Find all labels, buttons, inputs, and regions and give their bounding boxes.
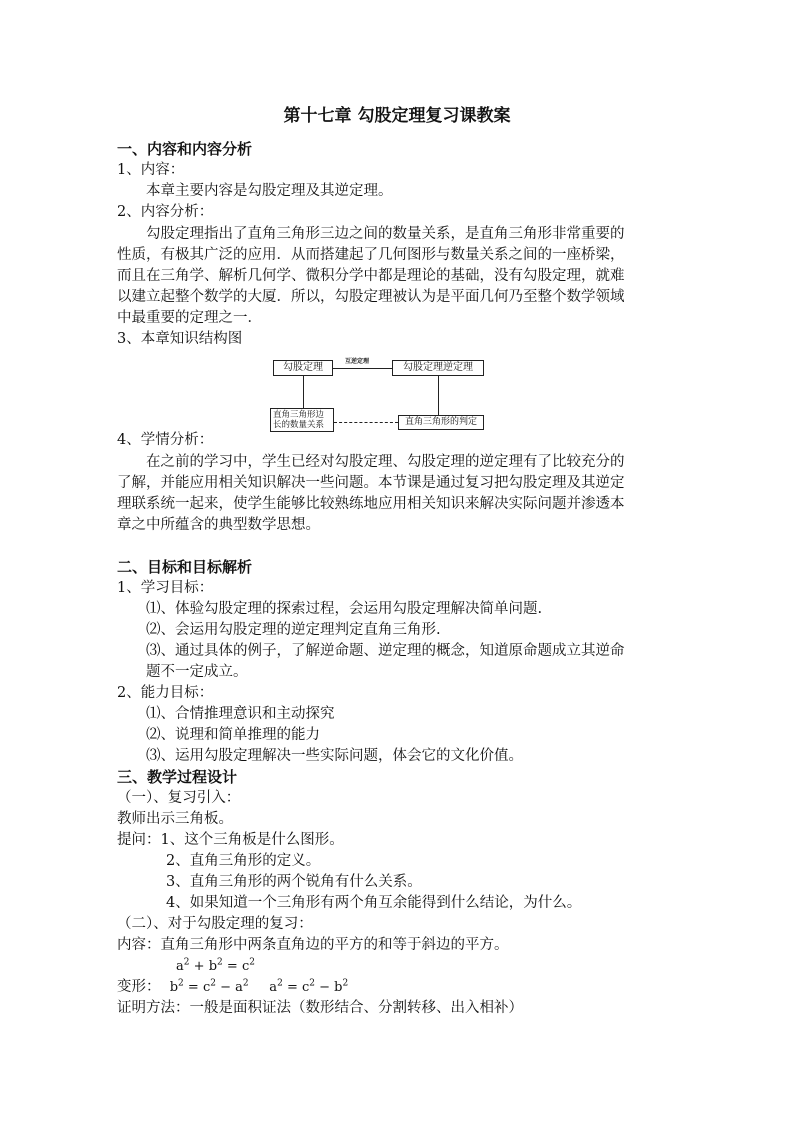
paragraph-line: 教师出示三角板。 — [117, 811, 233, 827]
section-heading-1: 一、内容和内容分析 — [117, 140, 253, 158]
diagram-box-side-relation: 直角三角形边长的数量关系 — [270, 408, 334, 432]
diagram-box-right-triangle-test: 直角三角形的判定 — [398, 415, 484, 430]
subheading-goals: 1、学习目标： — [117, 580, 214, 596]
section-heading-3: 三、教学过程设计 — [117, 768, 238, 786]
diagram-connector — [333, 368, 392, 369]
diagram-dashed-connector — [334, 422, 398, 423]
paragraph-line: 而且在三角学、解析几何学、微积分学中都是理论的基础，没有勾股定理，就难 — [117, 268, 625, 284]
paragraph-line: 内容：直角三角形中两条直角边的平方的和等于斜边的平方。 — [117, 937, 509, 953]
question-line: 4、如果知道一个三角形有两个角互余能得到什么结论，为什么。 — [166, 895, 582, 911]
list-item: ⑵、会运用勾股定理的逆定理判定直角三角形. — [146, 622, 441, 638]
subheading-structure: 3、本章知识结构图 — [117, 331, 243, 347]
paragraph-line: 以建立起整个数学的大厦．所以，勾股定理被认为是平面几何乃至整个数学领域 — [117, 289, 625, 305]
question-line: 提问：1、这个三角板是什么图形。 — [117, 832, 344, 848]
paragraph-line: 证明方法：一般是面积证法（数形结合、分割转移、出入相补） — [117, 1000, 523, 1016]
formula-pythagorean: $a^2 + b^2 = c^2$ — [176, 957, 255, 974]
list-item: ⑶、通过具体的例子，了解逆命题、逆定理的概念，知道原命题成立其逆命 — [146, 643, 625, 659]
subheading-ability: 2、能力目标： — [117, 685, 214, 701]
paragraph-line: 在之前的学习中，学生已经对勾股定理、勾股定理的逆定理有了比较充分的 — [146, 454, 625, 470]
list-item: ⑴、合情推理意识和主动探究 — [146, 706, 335, 722]
diagram-connector-label: 互逆定理 — [345, 358, 370, 365]
section-heading-2: 二、目标和目标解析 — [117, 558, 253, 576]
list-item: ⑶、运用勾股定理解决一些实际问题，体会它的文化价值。 — [146, 748, 523, 764]
subheading-content: 1、内容： — [117, 162, 185, 178]
paragraph-line: 中最重要的定理之一． — [117, 310, 262, 326]
formula-variants: 变形： $b^2 = c^2 - a^2$ $a^2 = c^2 - b^2$ — [117, 978, 349, 995]
paragraph-line: 性质，有极其广泛的应用．从而搭建起了几何图形与数量关系之间的一座桥梁， — [117, 247, 625, 263]
diagram-connector — [303, 376, 304, 408]
knowledge-structure-diagram — [268, 354, 488, 436]
question-line: 2、直角三角形的定义。 — [166, 853, 321, 869]
paragraph-line: 章之中所蕴含的典型数学思想。 — [117, 517, 320, 533]
subheading-analysis: 2、内容分析： — [117, 204, 214, 220]
page-title: 第十七章 勾股定理复习课教案 — [283, 106, 511, 126]
diagram-connector — [438, 376, 439, 416]
paragraph-line: 理联系统一起来，使学生能够比较熟练地应用相关知识来解决实际问题并渗透本 — [117, 496, 625, 512]
list-item: 题不一定成立。 — [146, 664, 248, 680]
paragraph-line: 了解，并能应用相关知识解决一些问题。本节课是通过复习把勾股定理及其逆定 — [117, 475, 625, 491]
list-item: ⑵、说理和简单推理的能力 — [146, 727, 320, 743]
subheading-theorem-review: （二）、对于勾股定理的复习： — [117, 916, 313, 932]
paragraph-line: 勾股定理指出了直角三角形三边之间的数量关系，是直角三角形非常重要的 — [146, 226, 625, 242]
subheading-learning: 4、学情分析： — [117, 432, 214, 448]
subheading-review: （一）、复习引入： — [117, 790, 241, 806]
diagram-box-converse-theorem: 勾股定理逆定理 — [392, 360, 484, 376]
paragraph-line: 本章主要内容是勾股定理及其逆定理。 — [146, 183, 393, 199]
list-item: ⑴、体验勾股定理的探索过程，会运用勾股定理解决简单问题. — [146, 601, 543, 617]
question-line: 3、直角三角形的两个锐角有什么关系。 — [166, 874, 422, 890]
diagram-box-pythagorean-theorem: 勾股定理 — [273, 360, 333, 376]
